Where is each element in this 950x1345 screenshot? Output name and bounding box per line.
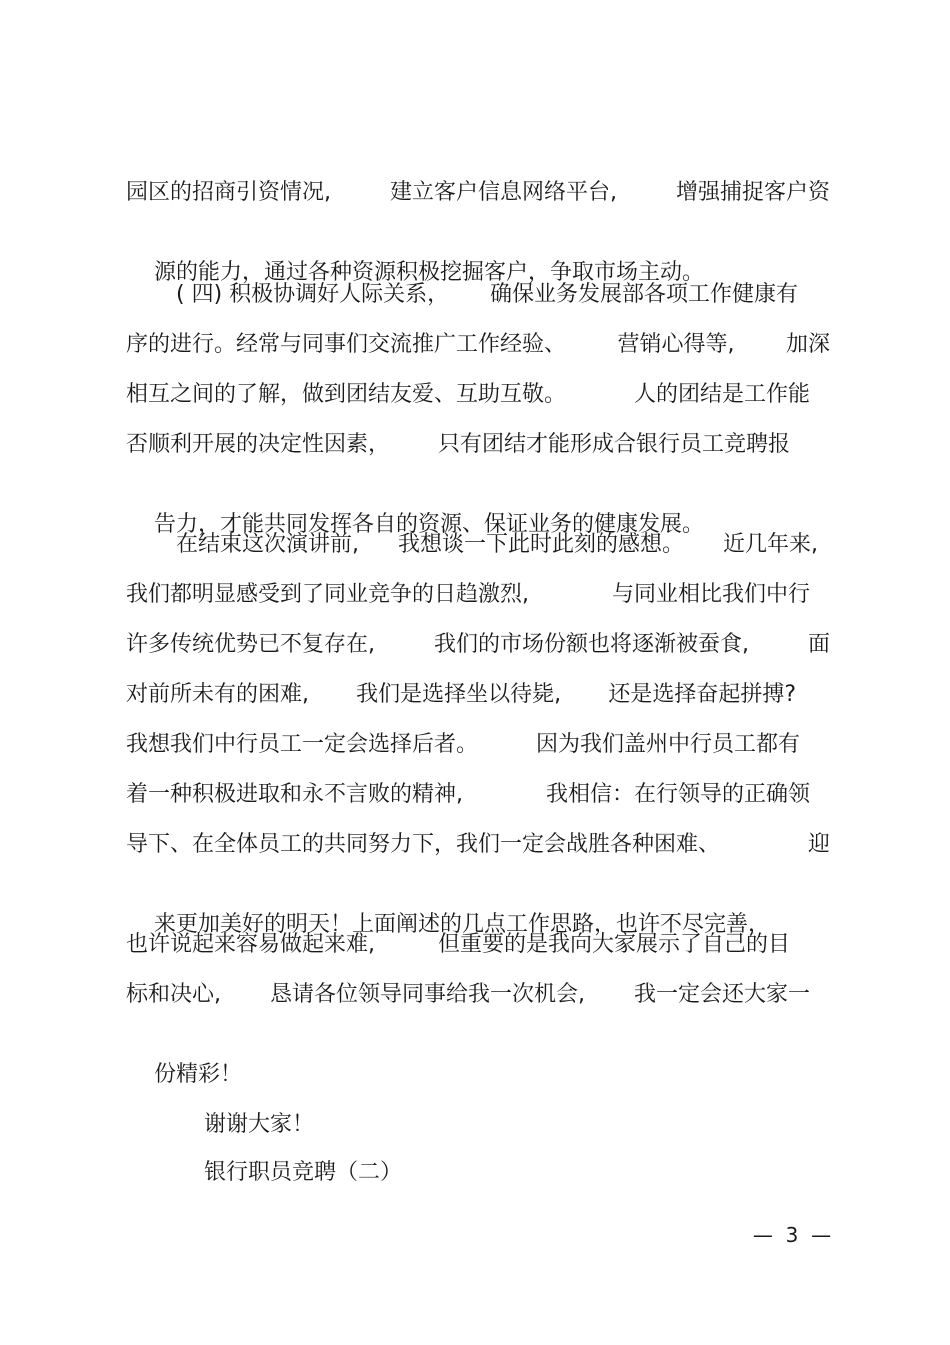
line-16-segment-2: 但重要的是我向大家展示了自己的目 <box>437 932 790 957</box>
text-line-4 <box>126 330 830 360</box>
line-11-segment-3: 还是选择奋起拼搏? <box>608 682 796 707</box>
text-line-6 <box>126 430 790 460</box>
line-6-segment-2: 只有团结才能形成合银行员工竞聘报 <box>437 432 790 457</box>
text-line-12 <box>126 730 800 760</box>
line-13-segment-2: 我相信：在行领导的正确领 <box>545 782 810 807</box>
text-line-5 <box>126 380 810 410</box>
text-line-17 <box>126 980 810 1010</box>
text-line-16 <box>126 930 790 960</box>
line-17-segment-1: 标和决心, <box>126 982 221 1007</box>
line-17-segment-2: 恳请各位领导同事给我一次机会, <box>269 982 585 1007</box>
line-12-segment-1: 我想我们中行员工一定会选择后者。 <box>126 732 479 757</box>
line-4-segment-1: 序的进行。经常与同事们交流推广工作经验、 <box>126 332 567 357</box>
section-heading-text: 银行职员竞聘（二） <box>203 1160 402 1185</box>
line-19-segment-1: 谢谢大家！ <box>203 1112 314 1137</box>
line-2-segment-1: 源的能力，通过各种资源积极挖掘客户，争取市场主动。 <box>153 260 704 285</box>
text-line-10 <box>126 630 830 660</box>
line-1-segment-3: 增强捕捉客户资 <box>675 180 830 205</box>
line-12-segment-2: 因为我们盖州中行员工都有 <box>535 732 800 757</box>
line-4-segment-2: 营销心得等, <box>617 332 735 357</box>
line-18-segment-1: 份精彩！ <box>153 1062 242 1087</box>
line-5-segment-2: 人的团结是工作能 <box>633 382 810 407</box>
line-11-segment-1: 对前所未有的困难, <box>126 682 309 707</box>
line-9-segment-2: 与同业相比我们中行 <box>611 582 810 607</box>
line-10-segment-1: 许多传统优势已不复存在, <box>126 632 375 657</box>
text-line-8 <box>176 530 818 560</box>
line-11-segment-2: 我们是选择坐以待毙, <box>356 682 562 707</box>
line-17-segment-3: 我一定会还大家一 <box>633 982 810 1007</box>
line-7-segment-1: 告力，才能共同发挥各自的资源、保证业务的健康发展。 <box>153 512 704 537</box>
line-1-segment-1: 园区的招商引资情况, <box>126 180 331 205</box>
page-number: — 3 — <box>752 1223 832 1247</box>
line-3-segment-1: ( 四) 积极协调好人际关系， <box>176 282 450 307</box>
line-13-segment-1: 着一种积极进取和永不言败的精神, <box>126 782 463 807</box>
text-line-14 <box>126 830 830 860</box>
line-3-segment-2: 确保业务发展部各项工作健康有 <box>489 282 798 307</box>
line-14-segment-1: 导下、在全体员工的共同努力下，我们一定会战胜各种困难、 <box>126 832 721 857</box>
text-line-1 <box>126 178 830 208</box>
text-line-13 <box>126 780 810 810</box>
text-line-9 <box>126 580 810 610</box>
text-line-11 <box>126 680 796 710</box>
line-16-segment-1: 也许说起来容易做起来难, <box>126 932 375 957</box>
line-1-segment-2: 建立客户信息网络平台, <box>389 180 617 205</box>
line-8-segment-1: 在结束这次演讲前, <box>176 532 359 557</box>
line-8-segment-3: 近几年来, <box>722 532 818 557</box>
line-4-segment-3: 加深 <box>785 332 830 357</box>
line-10-segment-3: 面 <box>807 632 830 657</box>
line-8-segment-2: 我想谈一下此时此刻的感想。 <box>397 532 684 557</box>
line-9-segment-1: 我们都明显感受到了同业竞争的日趋激烈, <box>126 582 529 607</box>
line-15-segment-1: 来更加美好的明天！上面阐述的几点工作思路，也许不尽完善， <box>153 912 770 937</box>
text-line-3 <box>176 280 798 310</box>
line-10-segment-2: 我们的市场份额也将逐渐被蚕食, <box>433 632 749 657</box>
line-6-segment-1: 否顺利开展的决定性因素， <box>126 432 391 457</box>
section-heading <box>176 1128 402 1218</box>
line-14-segment-2: 迎 <box>807 832 830 857</box>
line-5-segment-1: 相互之间的了解，做到团结友爱、互助互敬。 <box>126 382 567 407</box>
